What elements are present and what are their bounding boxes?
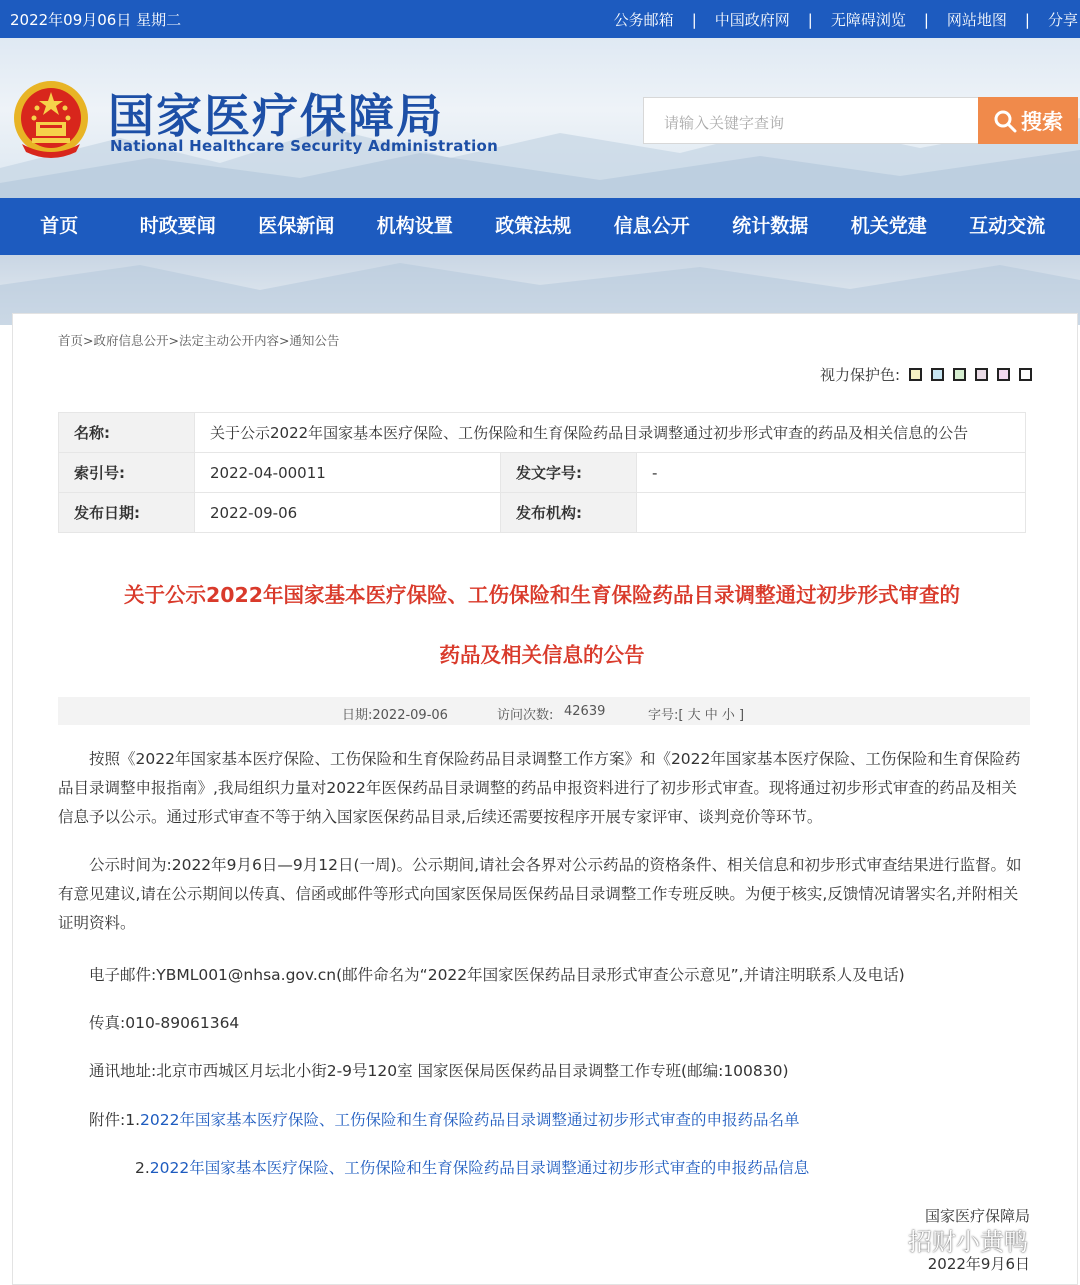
nav-item-statistics[interactable]: 统计数据 — [732, 215, 809, 237]
meta-org-value — [637, 493, 1026, 533]
breadcrumb[interactable]: 首页>政府信息公开>法定主动公开内容>通知公告 — [58, 333, 340, 348]
signature-date: 2022年9月6日 — [927, 1255, 1030, 1273]
color-swatch-white[interactable] — [1019, 368, 1032, 381]
nav-item-policy[interactable]: 政策法规 — [495, 215, 572, 237]
article-info-bar — [58, 697, 1030, 725]
meta-name-value: 关于公示2022年国家基本医疗保险、工伤保险和生育保险药品目录调整通过初步形式审查的药品及相关信息的公告 — [195, 413, 1026, 453]
wechat-icon — [868, 1226, 902, 1254]
search-button[interactable] — [978, 97, 1078, 144]
visit-count: 42639 — [564, 704, 606, 719]
article-paragraph-1: 按照《2022年国家基本医疗保险、工伤保险和生育保险药品目录调整工作方案》和《2022年国家基本医疗保险、工伤保险和生育保险药品目录调整申报指南》,我局组织力量对2022年医保药品目录调整的药品申报资料进行了初步形式审查。现将通过初步形式审查的药品及相关信息予以公示。通过形式审查不等于纳入国家医保药品目录,后续还需要按程序开展专家评审、谈判竞价等环节。 — [58, 750, 1021, 826]
nav-item-politics[interactable]: 时政要闻 — [139, 215, 216, 237]
top-link-accessibility[interactable]: 无障碍浏览 — [830, 11, 906, 29]
vision-label: 视力保护色: — [819, 366, 900, 384]
national-emblem-icon — [12, 78, 90, 160]
article-title-line-1: 关于公示2022年国家基本医疗保险、工伤保险和生育保险药品目录调整通过初步形式审查的 — [123, 583, 961, 607]
color-swatch-blue[interactable] — [931, 368, 944, 381]
meta-index-label: 索引号: — [59, 453, 195, 493]
nav-item-interaction[interactable]: 互动交流 — [969, 215, 1046, 237]
top-links — [614, 9, 1078, 30]
contact-address: 通讯地址:北京市西城区月坛北小街2-9号120室 国家医保局医保药品目录调整工作专班(邮编:100830) — [89, 1062, 789, 1080]
nav-item-news[interactable]: 医保新闻 — [258, 215, 335, 237]
nav-item-organization[interactable]: 机构设置 — [376, 215, 453, 237]
top-link-mail[interactable]: 公务邮箱 — [613, 11, 674, 29]
nav-item-home[interactable]: 首页 — [40, 215, 79, 237]
article-title-line-2: 药品及相关信息的公告 — [439, 643, 645, 667]
search-button-label: 搜索 — [1021, 109, 1063, 134]
attachment-1-number: 1. — [125, 1111, 141, 1129]
top-link-sitemap[interactable]: 网站地图 — [946, 11, 1007, 29]
attachment-1 — [89, 1108, 799, 1130]
watermark-text: 招财小黄鸭 — [908, 1228, 1028, 1256]
site-logo-english: National Healthcare Security Administration — [110, 137, 499, 155]
meta-docno-value: - — [637, 453, 1026, 493]
attachment-2-number: 2. — [135, 1159, 150, 1177]
contact-email: 电子邮件:YBML001@nhsa.gov.cn(邮件命名为“2022年国家医保药品目录形式审查公示意见”,并请注明联系人及电话) — [89, 966, 905, 984]
signature-organization: 国家医疗保障局 — [924, 1207, 1030, 1225]
meta-name-label: 名称: — [59, 413, 195, 453]
site-header — [0, 38, 1080, 198]
article-date: 日期:2022-09-06 — [342, 708, 448, 723]
attachment-label: 附件: — [89, 1111, 126, 1129]
nav-item-disclosure[interactable]: 信息公开 — [613, 215, 690, 237]
nav-item-party[interactable]: 机关党建 — [850, 215, 927, 237]
color-swatch-pink[interactable] — [997, 368, 1010, 381]
meta-date-label: 发布日期: — [59, 493, 195, 533]
attachment-2 — [135, 1156, 809, 1178]
attachment-2-link[interactable]: 2022年国家基本医疗保险、工伤保险和生育保险药品目录调整通过初步形式审查的申报药品信息 — [149, 1159, 810, 1177]
color-swatch-green[interactable] — [953, 368, 966, 381]
search-icon — [993, 109, 1017, 133]
color-swatch-yellow[interactable] — [909, 368, 922, 381]
meta-docno-label: 发文字号: — [501, 453, 637, 493]
main-nav — [0, 198, 1080, 255]
article-paragraph-2: 公示时间为:2022年9月6日—9月12日(一周)。公示期间,请社会各界对公示药品的资格条件、相关信息和初步形式审查结果进行监督。如有意见建议,请在公示期间以传真、信函或邮件等形式向国家医保局医保药品目录调整工作专班反映。为便于核实,反馈情况请署实名,并附相关证明资料。 — [58, 856, 1022, 932]
top-link-gov[interactable]: 中国政府网 — [714, 11, 790, 29]
separator: | — [807, 10, 813, 29]
search-input[interactable]: 请输入关键字查询 — [643, 97, 979, 144]
vision-protection-colors — [820, 364, 1032, 385]
font-size-controls[interactable]: 字号:[ 大 中 小 ] — [648, 708, 745, 723]
visit-count-label: 访问次数: — [497, 708, 554, 723]
contact-fax: 传真:010-89061364 — [89, 1014, 240, 1032]
document-meta-table — [58, 412, 1026, 533]
wechat-watermark — [868, 1222, 1028, 1257]
top-bar — [0, 0, 1080, 38]
separator: | — [923, 10, 929, 29]
separator: | — [1024, 10, 1030, 29]
meta-org-label: 发布机构: — [501, 493, 637, 533]
separator: | — [691, 10, 697, 29]
site-logo-chinese[interactable]: 国家医疗保障局 — [108, 89, 444, 143]
top-link-share[interactable]: 分享 — [1047, 11, 1078, 29]
color-swatch-gray-pink[interactable] — [975, 368, 988, 381]
attachment-1-link[interactable]: 2022年国家基本医疗保险、工伤保险和生育保险药品目录调整通过初步形式审查的申报药品名单 — [140, 1111, 800, 1129]
meta-date-value: 2022-09-06 — [195, 493, 501, 533]
meta-index-value: 2022-04-00011 — [195, 453, 501, 493]
current-date: 2022年09月06日 星期二 — [10, 11, 182, 29]
